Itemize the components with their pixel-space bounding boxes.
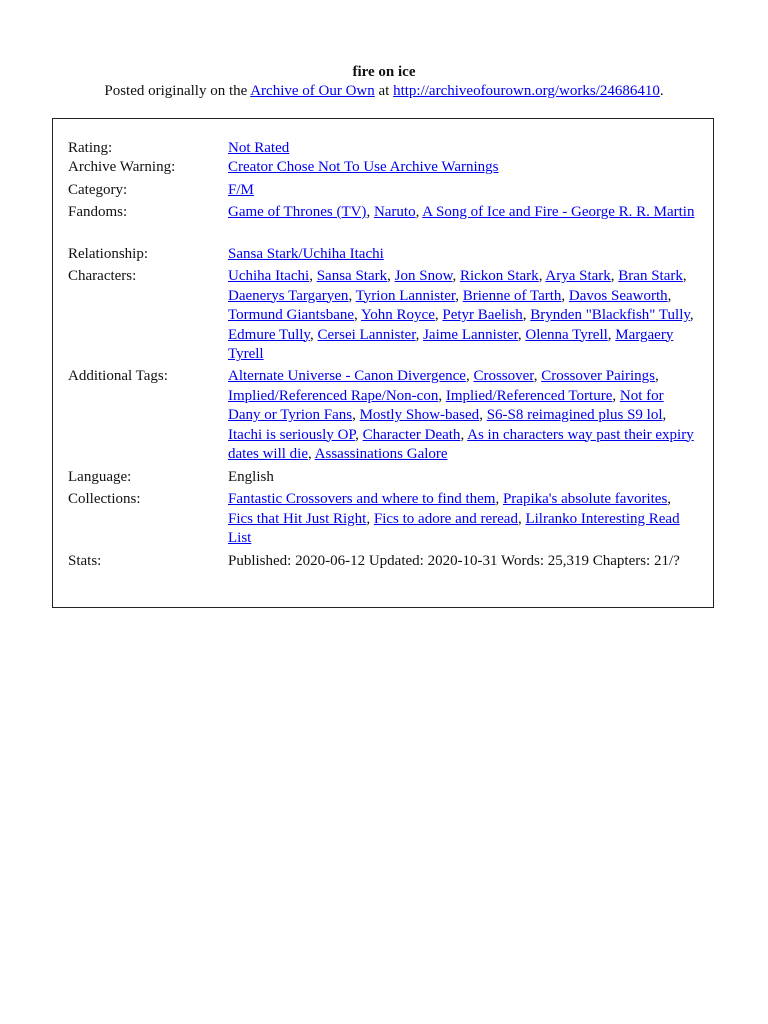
meta-value-additional-tags: Alternate Universe - Canon Divergence, Crossover, Crossover Pairings, Implied/Referenced Rape/Non-con, Implied/Referenced Torture, Not for Dany or Tyrion Fans, Mostly Show-based, S6-S8 reimagined plus S9 lol, Itachi is seriously OP, Character Death, As in characters way past their expiry dates will die, Assassinations Galore xyxy=(228,368,694,462)
tag-link[interactable]: Uchiha Itachi xyxy=(228,268,310,284)
tag-link[interactable]: Petyr Baelish xyxy=(442,307,523,323)
tag-link[interactable]: Jon Snow xyxy=(394,268,453,284)
tag-link[interactable]: Implied/Referenced Torture xyxy=(445,387,613,404)
tag-link[interactable]: Tyrion Lannister xyxy=(355,287,456,304)
tag-link[interactable]: Prapika's absolute favorites xyxy=(502,491,668,507)
tag-link[interactable]: Tormund Giantsbane xyxy=(228,307,355,323)
at-text: at xyxy=(374,83,394,99)
meta-label-additional-tags: Additional Tags: xyxy=(68,368,168,384)
tag-link[interactable]: Daenerys Targaryen xyxy=(228,287,349,304)
meta-value-rating xyxy=(228,139,698,159)
tag-link[interactable]: Not for Dany or Tyrion Fans xyxy=(228,387,664,423)
meta-label-warning: Archive Warning: xyxy=(68,159,176,175)
tag-link[interactable]: Margaery Tyrell xyxy=(228,326,674,362)
meta-value-collections: Fantastic Crossovers and where to find them, Prapika's absolute favorites, Fics that Hit Just Right, Fics to adore and reread, Lilranko Interesting Read List xyxy=(228,491,680,546)
tag-link[interactable]: Yohn Royce xyxy=(360,307,435,323)
tag-link[interactable]: Alternate Universe - Canon Divergence xyxy=(228,368,466,384)
tag-link[interactable]: Assassinations Galore xyxy=(314,446,448,462)
tag-link[interactable]: Brynden "Blackfish" Tully xyxy=(530,307,690,323)
tag-link[interactable]: A Song of Ice and Fire - George R. R. Martin xyxy=(422,204,695,220)
tag-link[interactable]: Crossover xyxy=(473,368,534,384)
meta-label-relationship: Relationship: xyxy=(68,246,148,262)
posted-prefix: Posted originally on the xyxy=(104,83,251,99)
meta-value-stats: Published: 2020-06-12 Updated: 2020-10-31 Words: 25,319 Chapters: 21/? xyxy=(228,553,680,569)
posted-line xyxy=(0,82,768,102)
tag-link[interactable]: Lilranko Interesting Read List xyxy=(228,510,680,546)
tag-link[interactable]: Sansa Stark xyxy=(316,268,388,284)
metadata-box xyxy=(52,118,714,608)
tag-link[interactable]: Creator Chose Not To Use Archive Warnings xyxy=(228,159,499,175)
meta-label-collections: Collections: xyxy=(68,491,141,507)
tag-link[interactable]: F/M xyxy=(228,182,254,198)
tag-link[interactable]: Fics that Hit Just Right xyxy=(228,510,367,527)
tag-link[interactable]: Olenna Tyrell xyxy=(525,326,608,343)
tag-link[interactable]: Sansa Stark/Uchiha Itachi xyxy=(228,246,384,262)
tag-link[interactable]: Implied/Referenced Rape/Non-con xyxy=(228,387,439,404)
meta-value-relationship xyxy=(228,245,698,265)
tag-link[interactable]: Game of Thrones (TV) xyxy=(228,204,367,220)
meta-value-category xyxy=(228,181,698,201)
meta-value-characters: Uchiha Itachi, Sansa Stark, Jon Snow, Rickon Stark, Arya Stark, Bran Stark, Daenerys Targaryen, Tyrion Lannister, Brienne of Tarth, Davos Seaworth, Tormund Giantsbane, Yohn Royce, Petyr Baelish, Brynden "Blackfish" Tully, Edmure Tully, Cersei Lannister, Jaime Lannister, Olenna Tyrell, Margaery Tyrell xyxy=(228,268,694,362)
tag-link[interactable]: Fics to adore and reread xyxy=(373,510,518,527)
meta-label-rating: Rating: xyxy=(68,140,113,156)
period: . xyxy=(659,83,664,99)
meta-label-stats: Stats: xyxy=(68,553,102,569)
tag-link[interactable]: Davos Seaworth xyxy=(568,287,668,304)
tag-link[interactable]: Jaime Lannister xyxy=(423,326,518,343)
tag-link[interactable]: Mostly Show-based xyxy=(359,407,480,423)
tag-link[interactable]: Arya Stark xyxy=(545,268,611,284)
tag-link[interactable]: Rickon Stark xyxy=(459,268,539,284)
tag-link[interactable]: As in characters way past their expiry dates will die xyxy=(228,426,694,462)
tag-link[interactable]: Cersei Lannister xyxy=(317,326,416,343)
meta-label-language: Language: xyxy=(68,469,132,485)
meta-value-warning xyxy=(228,158,698,178)
archive-link[interactable]: Archive of Our Own xyxy=(250,83,375,99)
tag-link[interactable]: Brienne of Tarth xyxy=(462,287,562,304)
tag-link[interactable]: Bran Stark xyxy=(618,268,683,284)
tag-link[interactable]: Not Rated xyxy=(228,140,290,156)
work-url-link[interactable]: http://archiveofourown.org/works/24686410 xyxy=(393,83,660,99)
meta-label-characters: Characters: xyxy=(68,268,137,284)
tag-link[interactable]: Itachi is seriously OP xyxy=(228,426,356,443)
tag-link[interactable]: Fantastic Crossovers and where to find them xyxy=(228,491,496,507)
tag-link[interactable]: Edmure Tully xyxy=(228,326,310,343)
meta-value-fandoms: Game of Thrones (TV), Naruto, A Song of Ice and Fire - George R. R. Martin xyxy=(228,204,695,220)
work-title: fire on ice xyxy=(352,64,416,80)
tag-link[interactable]: Naruto xyxy=(373,204,416,220)
meta-label-fandoms: Fandoms: xyxy=(68,204,128,220)
tag-link[interactable]: S6-S8 reimagined plus S9 lol xyxy=(486,407,663,423)
meta-label-category: Category: xyxy=(68,182,128,198)
tag-link[interactable]: Crossover Pairings xyxy=(541,368,655,384)
meta-value-language: English xyxy=(228,469,274,485)
tag-link[interactable]: Character Death xyxy=(362,426,461,443)
